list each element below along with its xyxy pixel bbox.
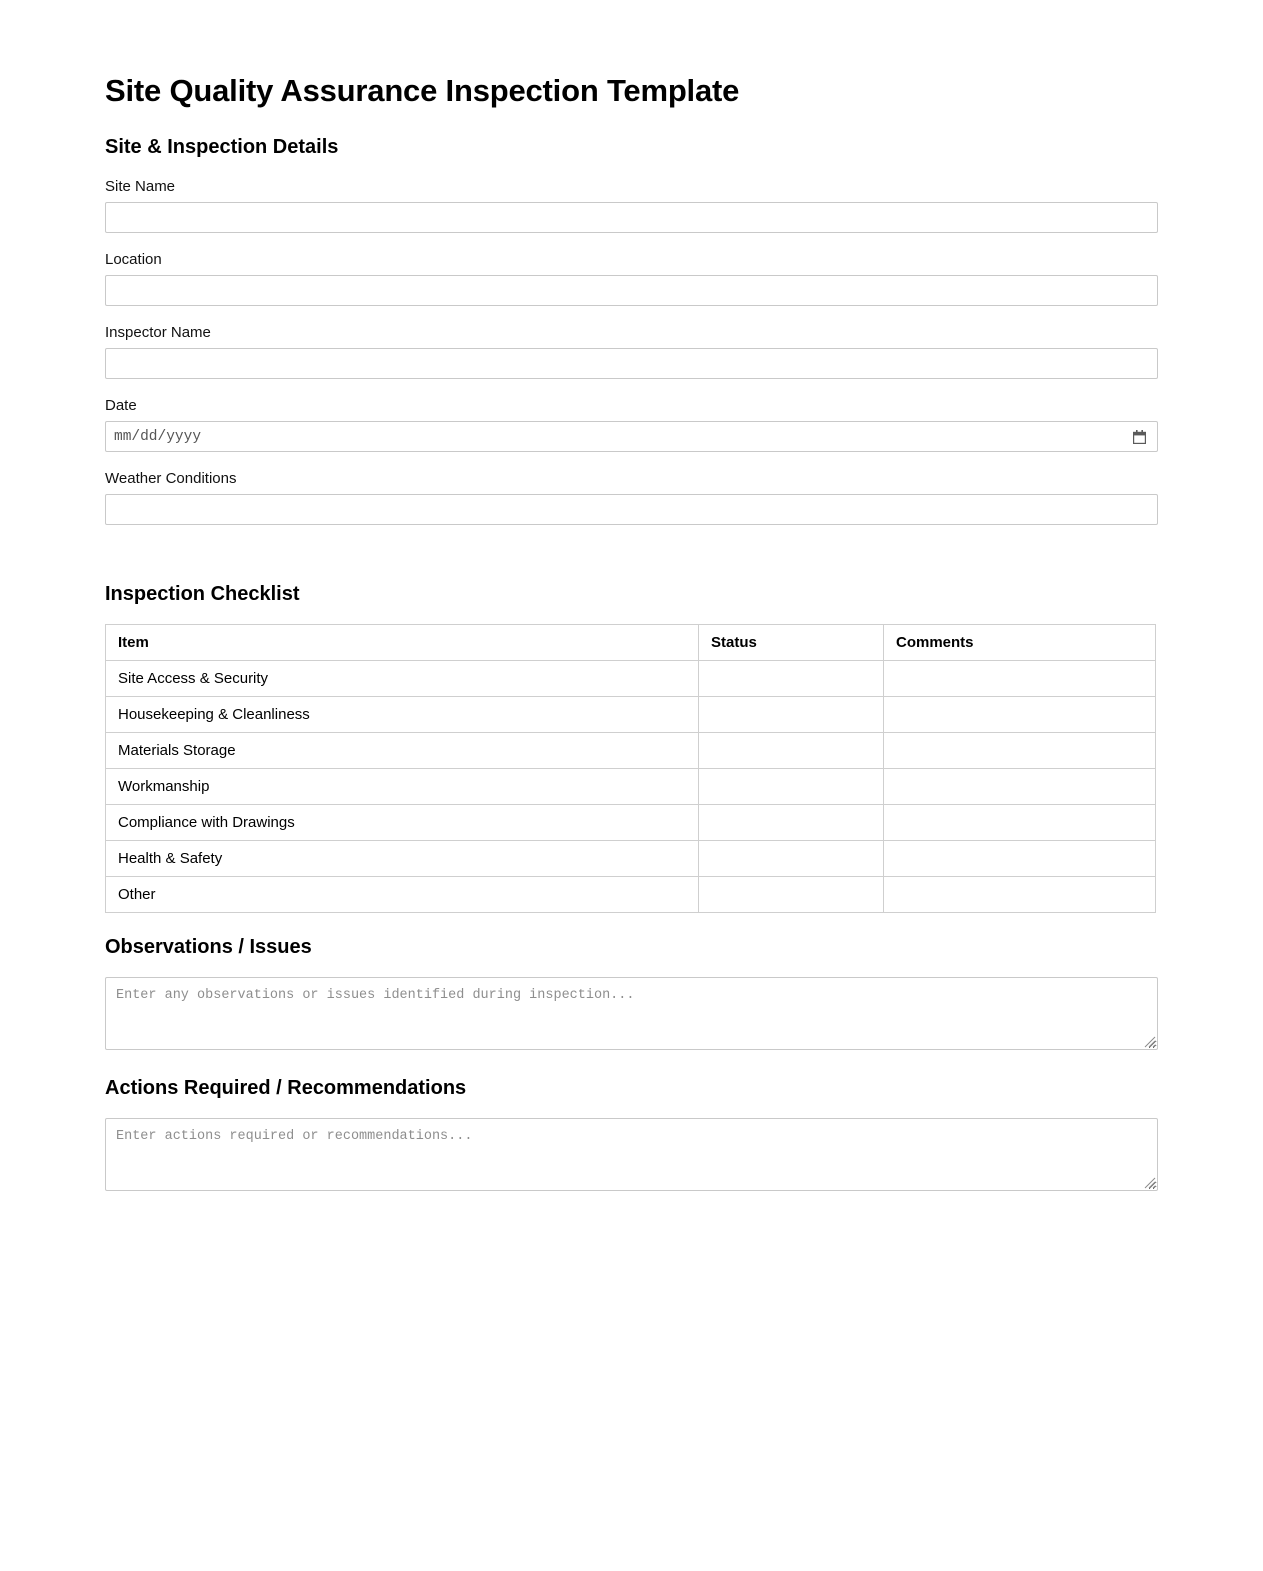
inspection-checklist-table [105,624,1156,913]
inspection-checklist-section [105,582,1158,913]
cell-status[interactable] [699,805,884,841]
observations-textarea-wrapper [105,977,1158,1050]
section-heading-checklist: Inspection Checklist [105,583,300,606]
cell-comments[interactable] [884,877,1156,913]
table-row [106,697,1156,733]
actions-textarea-wrapper [105,1118,1158,1191]
spacer [105,913,1158,935]
field-site-name [105,177,1158,233]
cell-comments[interactable] [884,733,1156,769]
label-inspector-name: Inspector Name [105,324,211,342]
label-location: Location [105,251,162,269]
cell-item: Materials Storage [106,733,699,769]
cell-comments[interactable] [884,805,1156,841]
cell-status[interactable] [699,733,884,769]
observations-section [105,935,1158,1050]
page-bottom-space [105,1191,1158,1491]
field-weather-conditions [105,469,1158,525]
spacer [105,542,1158,582]
table-body [106,661,1156,913]
cell-item: Housekeeping & Cleanliness [106,697,699,733]
cell-status[interactable] [699,877,884,913]
section-heading-details: Site & Inspection Details [105,136,339,159]
cell-item: Other [106,877,699,913]
cell-item: Health & Safety [106,841,699,877]
cell-comments[interactable] [884,697,1156,733]
cell-status[interactable] [699,697,884,733]
table-header-row [106,625,1156,661]
column-header-item: Item [106,625,699,661]
site-inspection-details-section [105,135,1158,525]
label-site-name: Site Name [105,178,176,196]
observations-textarea[interactable] [105,977,1158,1050]
cell-item: Compliance with Drawings [106,805,699,841]
actions-textarea[interactable] [105,1118,1158,1191]
column-header-status: Status [699,625,884,661]
cell-item: Site Access & Security [106,661,699,697]
inspector-name-input[interactable] [105,348,1158,379]
cell-comments[interactable] [884,769,1156,805]
actions-section [105,1076,1158,1191]
cell-status[interactable] [699,841,884,877]
date-input[interactable] [105,421,1158,452]
site-name-input[interactable] [105,202,1158,233]
weather-conditions-input[interactable] [105,494,1158,525]
cell-status[interactable] [699,769,884,805]
table-row [106,805,1156,841]
table-row [106,841,1156,877]
label-weather-conditions: Weather Conditions [105,470,237,488]
table-row [106,877,1156,913]
cell-status[interactable] [699,661,884,697]
section-heading-observations: Observations / Issues [105,936,312,959]
table-row [106,661,1156,697]
field-inspector-name [105,323,1158,379]
field-location [105,250,1158,306]
table-header [106,625,1156,661]
table-row [106,733,1156,769]
field-date [105,396,1158,452]
table-row [106,769,1156,805]
section-heading-actions: Actions Required / Recommendations [105,1077,467,1100]
cell-comments[interactable] [884,841,1156,877]
spacer [105,1050,1158,1076]
date-input-wrapper [105,421,1158,452]
page-title: Site Quality Assurance Inspection Template [105,73,740,108]
column-header-comments: Comments [884,625,1156,661]
cell-item: Workmanship [106,769,699,805]
label-date: Date [105,397,137,415]
cell-comments[interactable] [884,661,1156,697]
location-input[interactable] [105,275,1158,306]
